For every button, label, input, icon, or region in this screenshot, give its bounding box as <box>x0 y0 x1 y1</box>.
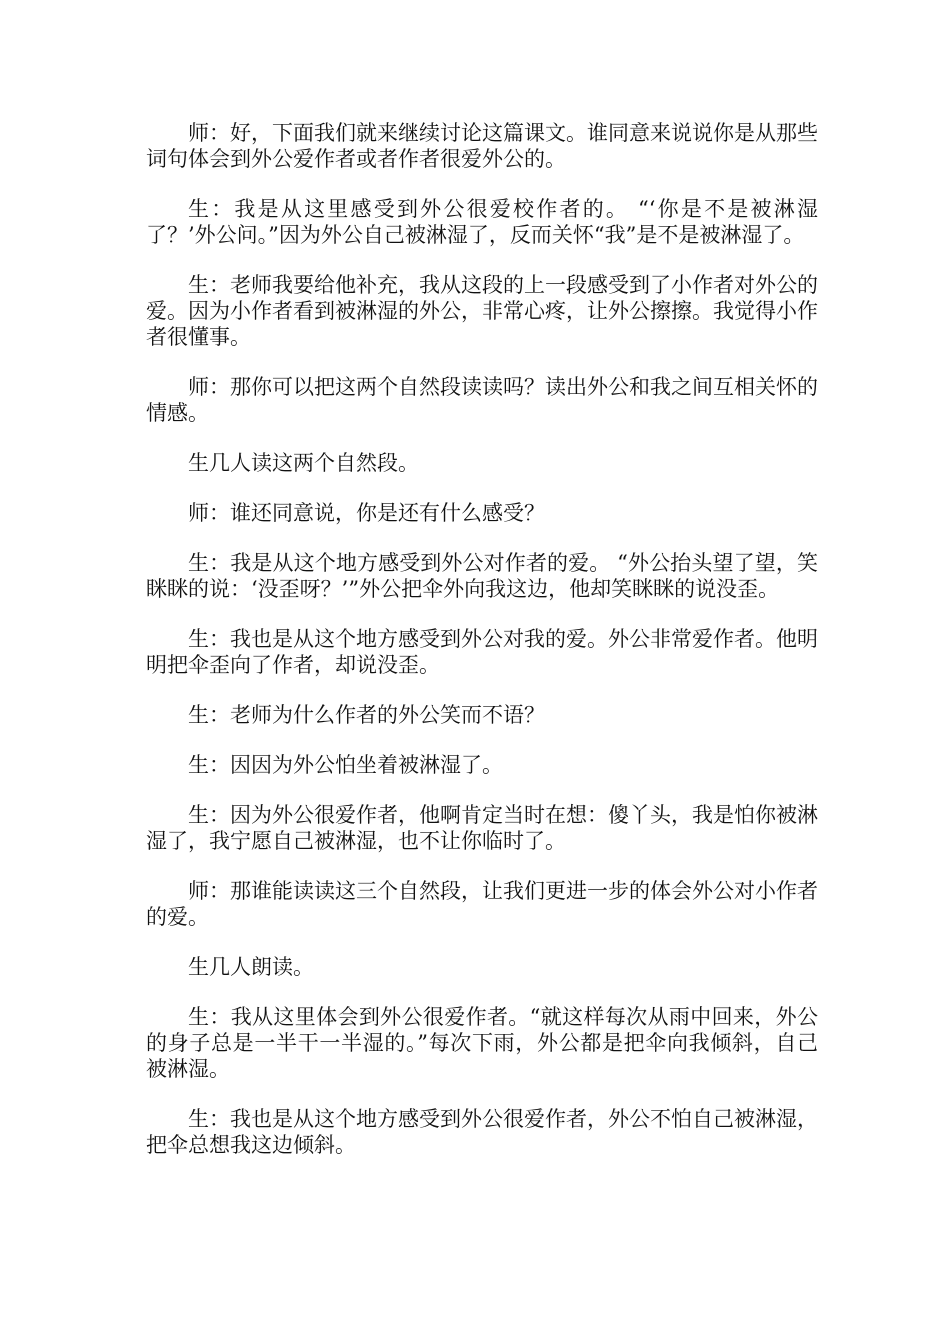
paragraph-7: 生：我是从这个地方感受到外公对作者的爱。 “外公抬头望了望，笑眯眯的说：‘没歪呀？’”外公把伞外向我这边，他却笑眯眯的说没歪。 <box>146 551 818 601</box>
paragraph-14: 生：我从这里体会到外公很爱作者。“就这样每次从雨中回来，外公的身子总是一半干一半湿的。”每次下雨，外公都是把伞向我倾斜，自己被淋湿。 <box>146 1005 818 1081</box>
paragraph-12: 师：那谁能读读这三个自然段，让我们更进一步的体会外公对小作者的爱。 <box>146 879 818 929</box>
paragraph-4: 师：那你可以把这两个自然段读读吗？读出外公和我之间互相关怀的情感。 <box>146 375 818 425</box>
paragraph-1: 师：好，下面我们就来继续讨论这篇课文。谁同意来说说你是从那些词句体会到外公爱作者或者作者很爱外公的。 <box>146 121 818 171</box>
paragraph-5: 生几人读这两个自然段。 <box>188 451 419 475</box>
paragraph-13: 生几人朗读。 <box>188 955 314 979</box>
paragraph-11: 生：因为外公很爱作者，他啊肯定当时在想：傻丫头，我是怕你被淋湿了，我宁愿自己被淋湿，也不让你临时了。 <box>146 803 818 853</box>
paragraph-8: 生：我也是从这个地方感受到外公对我的爱。外公非常爱作者。他明明把伞歪向了作者，却说没歪。 <box>146 627 818 677</box>
document-body <box>146 120 818 1182</box>
paragraph-9: 生：老师为什么作者的外公笑而不语？ <box>188 703 545 727</box>
paragraph-6: 师：谁还同意说，你是还有什么感受？ <box>188 501 545 525</box>
paragraph-10: 生：因因为外公怕坐着被淋湿了。 <box>188 753 503 777</box>
paragraph-3: 生：老师我要给他补充，我从这段的上一段感受到了小作者对外公的爱。因为小作者看到被淋湿的外公，非常心疼，让外公擦擦。我觉得小作者很懂事。 <box>146 273 818 349</box>
paragraph-2: 生：我是从这里感受到外公很爱校作者的。 “‘你是不是被淋湿了？’外公问。”因为外公自己被淋湿了，反而关怀“我”是不是被淋湿了。 <box>146 197 818 247</box>
paragraph-15: 生：我也是从这个地方感受到外公很爱作者，外公不怕自己被淋湿，把伞总想我这边倾斜。 <box>146 1107 818 1157</box>
